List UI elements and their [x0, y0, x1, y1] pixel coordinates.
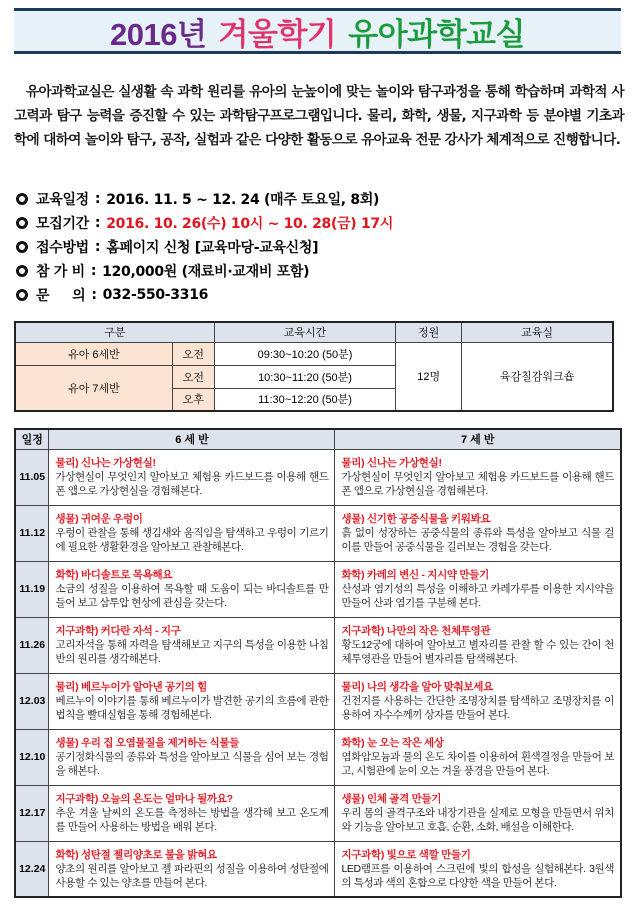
program-description: 산성과 염기성의 특성을 이해하고 카레가루를 이용한 지시약을 만들어 산과 염기를 구분해 본다. [341, 583, 614, 609]
program-title: 지구과학) 나만의 작은 천체투영관 [341, 625, 491, 637]
bullet-icon [16, 217, 28, 229]
time-cell: 10:30~11:20 (50분) [214, 365, 396, 388]
program-cell-six [49, 449, 335, 505]
program-description: 베르누이 이야기를 통해 베르누이가 발견한 공기의 흐름에 관한 법칙을 빨대실험을 통해 경험해본다. [55, 695, 329, 721]
date-cell: 12.17 [15, 785, 49, 841]
header-date: 일정 [15, 429, 49, 449]
program-title: 지구과학) 커다란 자석 - 지구 [55, 625, 181, 637]
info-contact [16, 283, 626, 307]
program-title: 화학) 카레의 변신 - 지시약 만들기 [341, 569, 489, 581]
info-value: 120,000원 (재료비·교재비 포함) [102, 264, 310, 280]
program-cell-seven [335, 449, 621, 505]
program-title: 생물) 귀여운 우렁이 [55, 513, 143, 525]
page-title [14, 8, 621, 54]
program-description: 소금의 성질을 이용하여 목욕할 때 도움이 되는 바디솔트를 만들어 보고 삼투압 현상에 관심을 갖는다. [55, 583, 329, 609]
info-value: 홈페이지 신청 [교육마당-교육신청] [106, 240, 319, 256]
date-cell: 11.26 [15, 617, 49, 673]
date-cell: 11.19 [15, 561, 49, 617]
program-title: 지구과학) 빛으로 색깔 만들기 [341, 848, 471, 861]
title-season: 겨울학기 [218, 16, 337, 52]
program-title: 생물) 인체 골격 만들기 [341, 793, 442, 805]
program-description: 추운 겨울 날씨의 온도를 측정하는 방법을 생각해 보고 온도계를 만들어 사용하는 방법을 배워 본다. [55, 807, 329, 833]
program-title: 생물) 우리 집 오염물질을 제거하는 식물들 [55, 737, 240, 749]
period-cell: 오전 [172, 342, 214, 365]
date-cell: 12.03 [15, 673, 49, 729]
info-label: 모집기간 [36, 216, 89, 232]
title-year: 2016년 [110, 16, 207, 52]
program-description: 가상현실이 무엇인지 알아보고 체험용 카드보드를 이용해 핸드폰 앱으로 가상현실을 경험해본다. [55, 471, 329, 497]
program-cell-six [49, 785, 335, 841]
program-title: 지구과학) 오늘의 온도는 얼마나 될까요? [55, 793, 233, 805]
program-cell-six [49, 561, 335, 617]
program-description: 건전지를 사용하는 간단한 조명장치를 탐색하고 조명장치를 이용하여 자수수께끼 상자를 만들어 본다. [341, 695, 614, 721]
table-row [15, 449, 621, 505]
info-apply [16, 235, 626, 259]
program-title: 물리) 베르누이가 알아낸 공기의 힘 [55, 681, 207, 693]
program-description: 고리자석을 통해 자력을 탐색해보고 지구의 특성을 이용한 나침반의 원리를 생각해본다. [55, 639, 329, 665]
title-name: 유아과학교실 [348, 16, 525, 52]
info-separator: : [94, 191, 101, 207]
table-header-row [15, 322, 613, 342]
group-cell: 유아 6세반 [15, 342, 172, 365]
info-fee [16, 259, 626, 283]
program-title: 화학) 바디솔트로 목욕해요 [55, 569, 173, 581]
header-room: 교육실 [462, 322, 613, 342]
info-separator: : [91, 287, 97, 303]
table-row [15, 561, 621, 617]
program-title: 화학) 성탄절 젤리양초로 불을 밝혀요 [55, 848, 217, 861]
time-cell: 09:30~10:20 (50분) [214, 342, 396, 365]
program-cell-six [49, 505, 335, 561]
info-value: 2016. 11. 5 ~ 12. 24 (매주 토요일, 8회) [106, 192, 380, 208]
date-cell: 11.05 [15, 449, 49, 505]
program-cell-seven [335, 505, 621, 561]
program-cell-six [49, 729, 335, 785]
program-description: 양초의 원리를 알아보고 젤 파라핀의 성질을 이용하여 성탄절에 사용할 수 있는 양초를 만들어 본다. [55, 862, 329, 889]
program-cell-seven [335, 673, 621, 729]
info-separator: : [90, 263, 97, 279]
program-description: LED램프를 이용하여 스크린에 빛의 합성을 실험해본다. 3원색의 특성과 색의 혼합으로 다양한 색을 만들어 본다. [341, 862, 614, 889]
program-description: 우리 몸의 골격구조와 내장기관을 실제로 모형을 만들면서 위치와 기능을 알아보고 호흡, 순환, 소화, 배설을 이해한다. [341, 807, 614, 833]
bullet-icon [16, 265, 28, 277]
table-row [15, 729, 621, 785]
program-description: 가상현실이 무엇인지 알아보고 체험용 카드보드를 이용해 핸드폰 앱으로 가상현실을 경험해본다. [341, 471, 614, 497]
program-title: 화학) 눈 오는 작은 세상 [341, 737, 444, 749]
program-title: 물리) 신나는 가상현실! [341, 457, 442, 469]
date-cell: 12.10 [15, 729, 49, 785]
program-title: 생물) 신기한 공중식물을 키워봐요 [341, 513, 491, 525]
header-time: 교육시간 [214, 322, 396, 342]
info-value: 032-550-3316 [102, 287, 209, 303]
header-seven: 7 세 반 [335, 429, 621, 449]
info-schedule [16, 187, 626, 211]
table-row [15, 785, 621, 841]
period-cell: 오후 [172, 388, 214, 411]
table-header-row [15, 429, 621, 449]
program-description: 공기정화식물의 종류와 특성을 알아보고 식물을 심어 보는 경험을 해본다. [55, 751, 329, 777]
table-row [15, 505, 621, 561]
period-cell: 오전 [172, 365, 214, 388]
info-label: 문 의 [36, 288, 86, 304]
date-cell: 11.12 [15, 505, 49, 561]
program-description: 황도12궁에 대하여 알아보고 별자리를 관찰 할 수 있는 간이 천체투영관을 만들어 별자리를 탐색해본다. [341, 639, 614, 665]
bullet-icon [16, 289, 28, 301]
program-cell-six [49, 841, 335, 897]
info-separator: : [94, 215, 101, 231]
info-label: 교육일정 [36, 192, 89, 208]
program-cell-six [49, 617, 335, 673]
capacity-cell: 12명 [396, 342, 462, 411]
time-cell: 11:30~12:20 (50분) [214, 388, 396, 411]
header-group: 구분 [15, 322, 214, 342]
program-cell-seven [335, 785, 621, 841]
table-row [15, 617, 621, 673]
header-six: 6 세 반 [49, 429, 335, 449]
table-row [15, 841, 621, 897]
info-separator: : [94, 239, 101, 255]
intro-paragraph: 유아과학교실은 실생활 속 과학 원리를 유아의 눈높이에 맞는 놀이와 탐구과정을 통해 학습하며 과학적 사고력과 탐구 능력을 증진할 수 있는 과학탐구프로그램입니다. 물리, 화학, 생물, 지구과학 등 분야별 기초과학에 대하여 놀이와 탐구, 공작, 실험과 같은 다양한 활동으로 유아교육 전문 강사가 체계적으로 진행합니다. [14, 84, 624, 148]
program-description: 흙 없이 성장하는 공중식물의 종류와 특성을 알아보고 식물 걸이를 만들어 공중식물을 길러보는 경험을 갖는다. [341, 527, 614, 553]
program-description: 염화암모늄과 물의 온도 차이를 이용하여 흰색결정을 만들어 보고, 시험관에 눈이 오는 겨울 풍경을 만들어 본다. [341, 751, 614, 777]
program-cell-seven [335, 841, 621, 897]
program-cell-seven [335, 561, 621, 617]
info-label: 참 가 비 [36, 264, 85, 280]
table-row [15, 342, 613, 365]
bullet-icon [16, 193, 28, 205]
info-value: 2016. 10. 26(수) 10시 ~ 10. 28(금) 17시 [106, 216, 394, 232]
program-title: 물리) 신나는 가상현실! [55, 457, 156, 469]
table-row [15, 673, 621, 729]
header-capacity: 정원 [396, 322, 462, 342]
date-cell: 12.24 [15, 841, 49, 897]
program-cell-six [49, 673, 335, 729]
program-description: 우렁이 관찰을 통해 생김새와 움직임을 탐색하고 우렁이 기르기에 필요한 생활환경을 알아보고 관찰해본다. [55, 527, 329, 553]
program-table [14, 428, 622, 898]
program-title: 물리) 나의 생각을 알아 맞춰보세요 [341, 681, 493, 693]
program-cell-seven [335, 729, 621, 785]
program-cell-seven [335, 617, 621, 673]
group-cell: 유아 7세반 [15, 365, 172, 411]
info-label: 접수방법 [36, 240, 89, 256]
info-list [16, 187, 626, 307]
bullet-icon [16, 241, 28, 253]
room-cell: 육감칠감워크숍 [462, 342, 613, 411]
class-time-table [14, 321, 614, 412]
info-recruit [16, 211, 626, 235]
